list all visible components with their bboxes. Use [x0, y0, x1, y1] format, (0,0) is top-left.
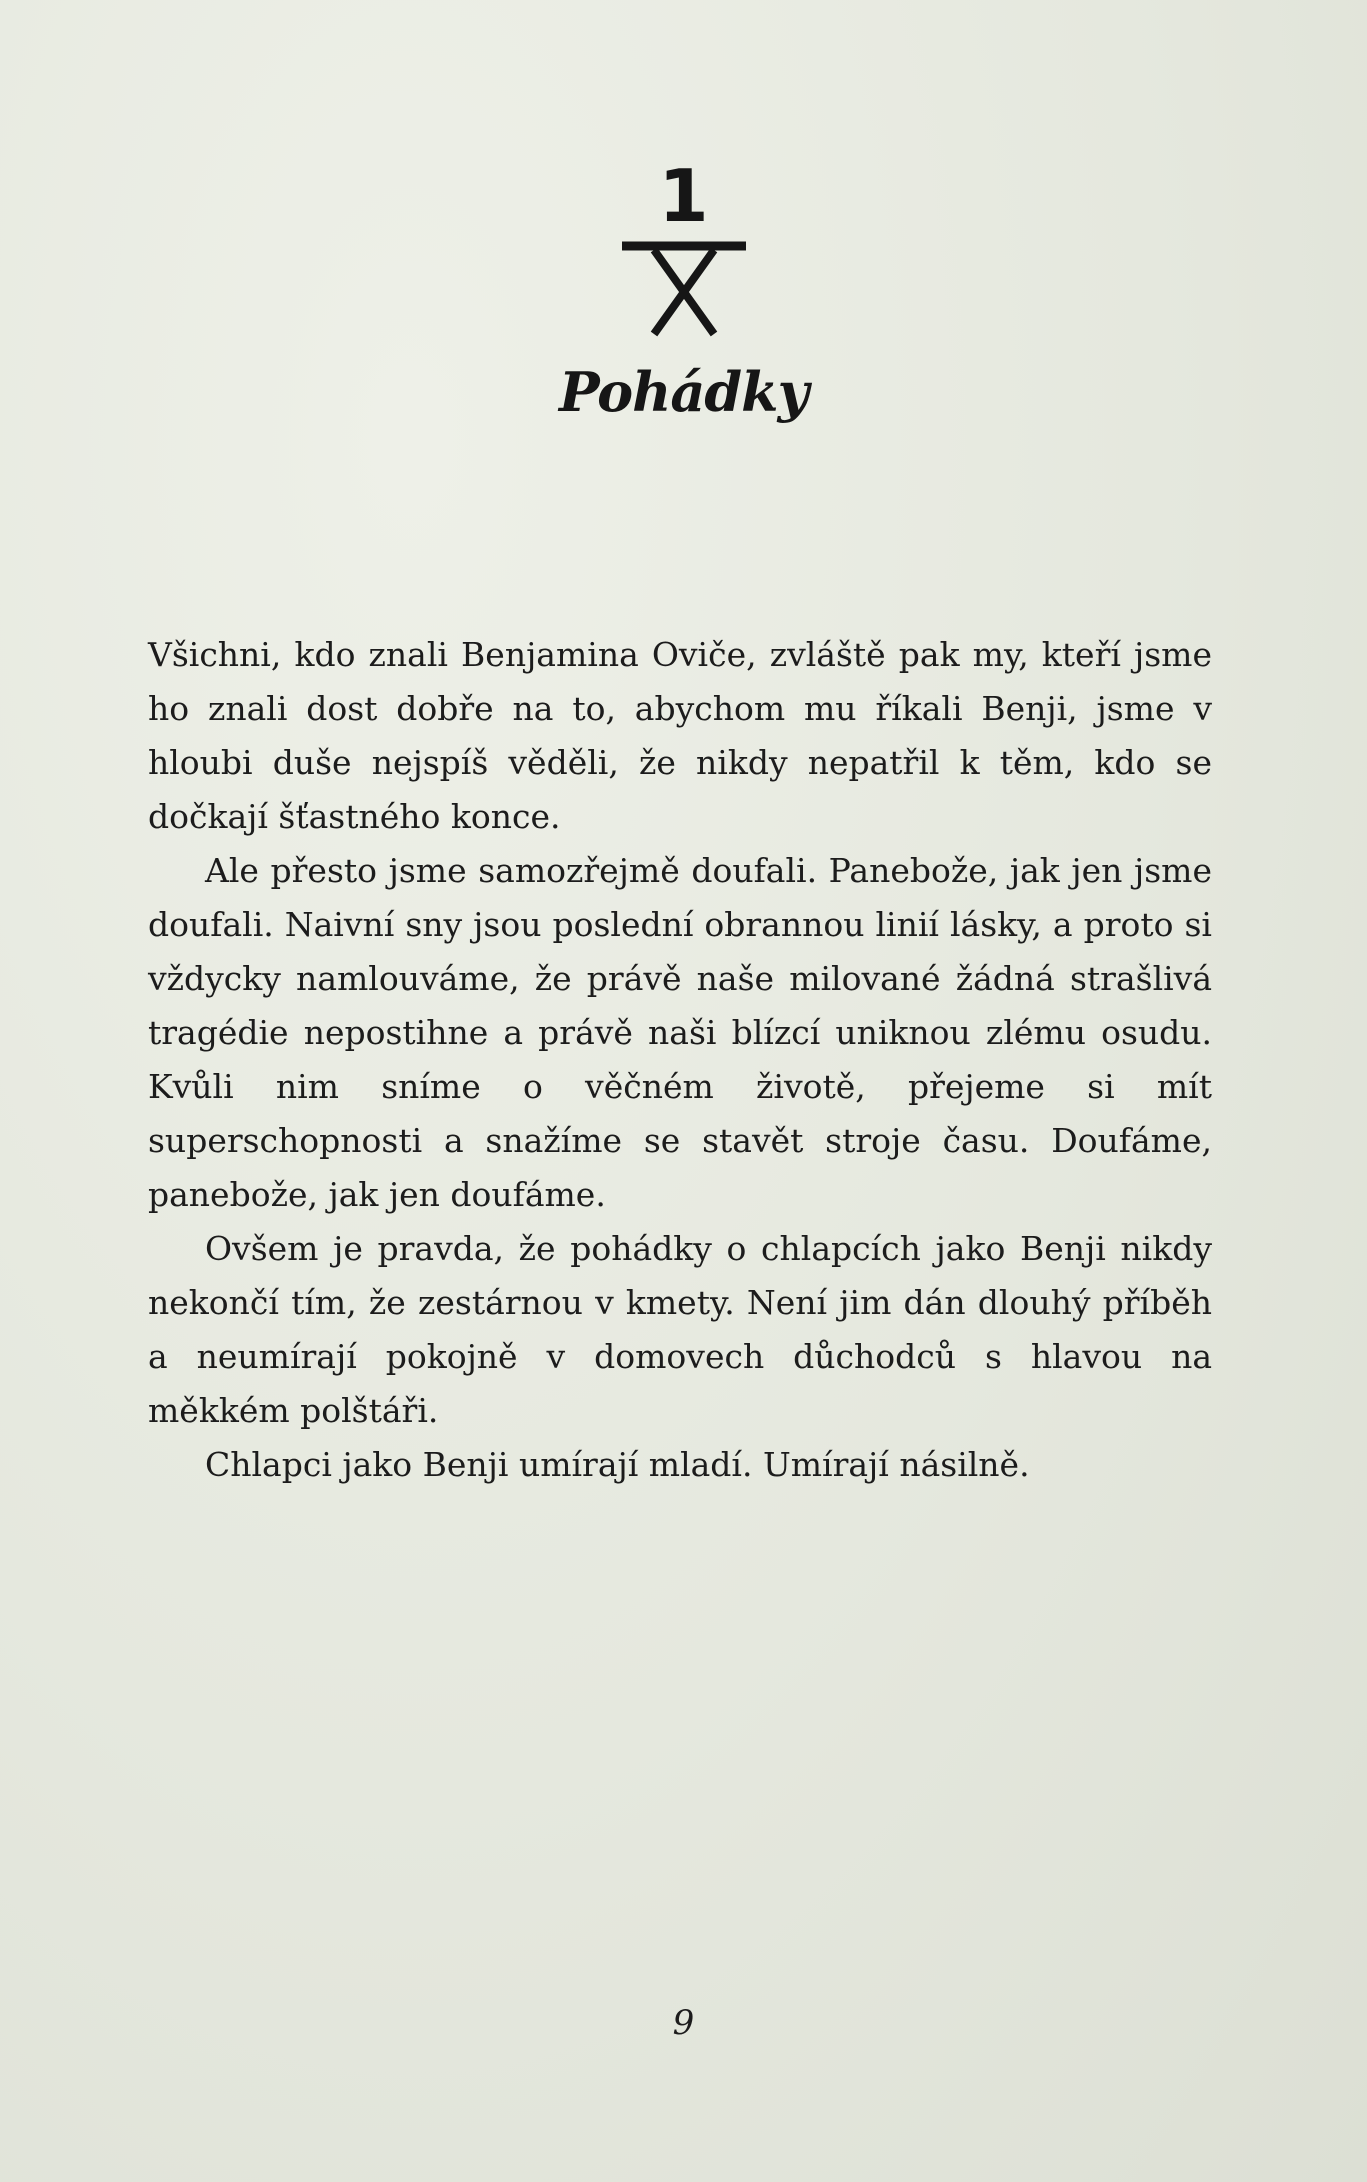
paragraph-1: Všichni, kdo znali Benjamina Oviče, zvláště pak my, kteří jsme ho znali dost dobře na to, abychom mu říkali Benji, jsme v hloubi duše nejspíš věděli, že nikdy nepatřil k těm, kdo se dočkají šťastného konce. [148, 635, 1212, 836]
chapter-title: Pohádky [559, 360, 808, 424]
paragraph-2: Ale přesto jsme samozřejmě doufali. Panebože, jak jen jsme doufali. Naivní sny jsou poslední obrannou linií lásky, a proto si vždycky namlouváme, že právě naše milované žádná strašlivá tragédie nepostihne a právě naši blízcí uniknou zlému osudu. Kvůli nim sníme o věčném životě, přejeme si mít superschopnosti a snažíme se stavět stroje času. Doufáme, panebože, jak jen doufáme. [148, 851, 1212, 1214]
paragraph-3: Ovšem je pravda, že pohádky o chlapcích jako Benji nikdy nekončí tím, že zestárnou v kmety. Není jim dán dlouhý příběh a neumírají pokojně v domovech důchodců s hlavou na měkkém polštáři. [148, 1229, 1212, 1430]
page-number: 9 [672, 2003, 695, 2043]
chi-cross-icon [614, 238, 754, 338]
chapter-number: 1 [658, 154, 709, 238]
paragraph-4: Chlapci jako Benji umírají mladí. Umírají násilně. [205, 1445, 1030, 1484]
chapter-heading [0, 154, 1367, 424]
chapter-text [148, 628, 1212, 1492]
